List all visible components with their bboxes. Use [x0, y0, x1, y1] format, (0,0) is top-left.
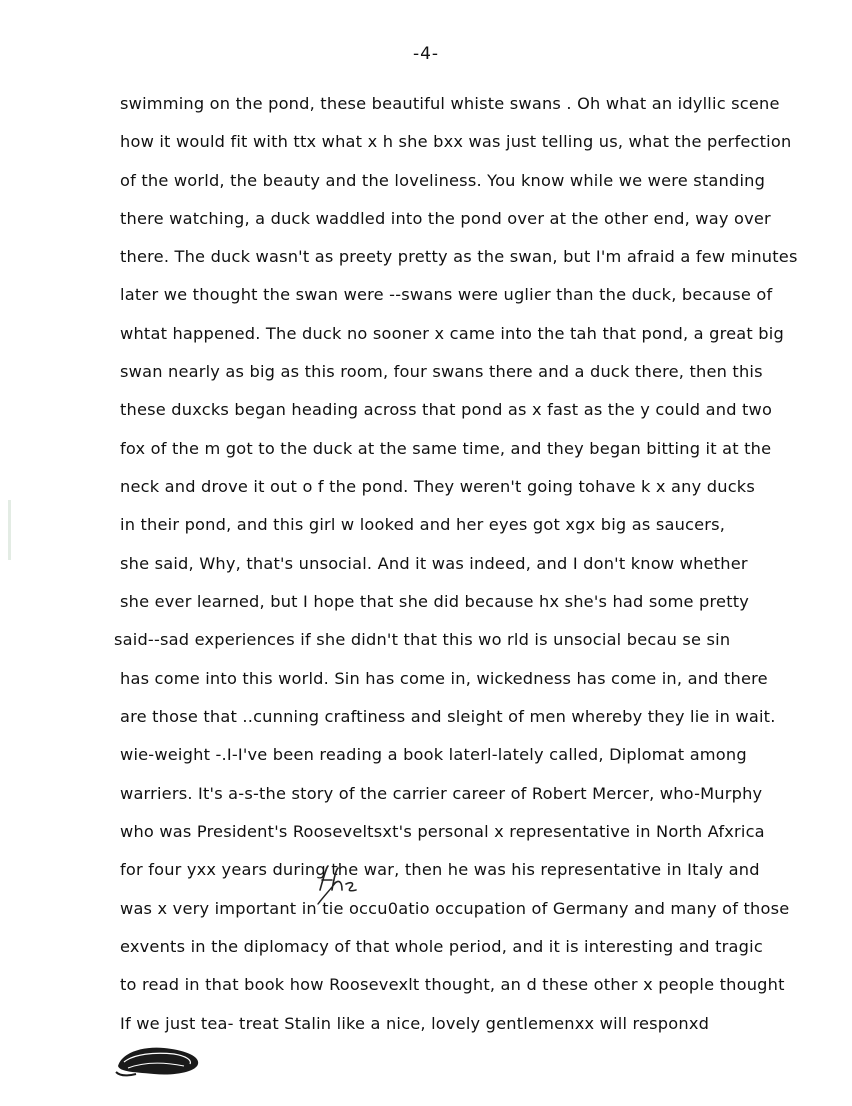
text-line: neck and drove it out o f the pond. They weren't going tohave k x any ducks	[120, 477, 756, 496]
text-line: was x very important in tie occu0atio occupation of Germany and many of those	[120, 899, 790, 918]
text-line: of the world, the beauty and the loveliness. You know while we were standing	[120, 171, 766, 190]
text-line: who was President's Rooseveltsxt's personal x representative in North Afxrica	[120, 822, 765, 841]
text-line: swan nearly as big as this room, four swans there and a duck there, then this	[120, 362, 763, 381]
text-line: has come into this world. Sin has come in, wickedness has come in, and there	[120, 669, 768, 688]
text-line: to read in that book how Roosevexlt thought, an d these other x people thought	[120, 975, 785, 994]
text-line: she said, Why, that's unsocial. And it was indeed, and I don't know whether	[120, 554, 748, 573]
text-line: swimming on the pond, these beautiful whiste swans . Oh what an idyllic scene	[120, 94, 780, 113]
text-line: there. The duck wasn't as preety pretty as the swan, but I'm afraid a few minutes	[120, 247, 798, 266]
page-number: -4-	[412, 44, 440, 64]
text-line: are those that ..cunning craftiness and sleight of men whereby they lie in wait.	[120, 707, 776, 726]
text-line: these duxcks began heading across that pond as x fast as the y could and two	[120, 400, 773, 419]
text-line: said--sad experiences if she didn't that this wo rld is unsocial becau se sin	[114, 630, 731, 649]
text-line: whtat happened. The duck no sooner x came into the tah that pond, a great big	[120, 324, 784, 343]
text-line: she ever learned, but I hope that she did because hx she's had some pretty	[120, 592, 750, 611]
text-line: there watching, a duck waddled into the pond over at the other end, way over	[120, 209, 771, 228]
ink-scribble	[114, 1042, 204, 1078]
text-line: warriers. It's a-s-the story of the carrier career of Robert Mercer, who-Murphy	[120, 784, 763, 803]
text-line: for four yxx years during the war, then he was his representative in Italy and	[120, 860, 760, 879]
text-line: If we just tea- treat Stalin like a nice, lovely gentlemenxx will responxd	[120, 1014, 710, 1033]
text-line: exvents in the diplomacy of that whole period, and it is interesting and tragic	[120, 937, 763, 956]
text-line: later we thought the swan were --swans were uglier than the duck, because of	[120, 285, 773, 304]
margin-mark	[8, 500, 11, 560]
text-line: in their pond, and this girl w looked and her eyes got xgx big as saucers,	[120, 515, 726, 534]
text-line: how it would fit with ttx what x h she bxx was just telling us, what the perfection	[120, 132, 792, 151]
text-line: fox of the m got to the duck at the same time, and they began bitting it at the	[120, 439, 772, 458]
handwritten-insertion-mark	[314, 860, 362, 906]
text-line: wie-weight -.I-I've been reading a book laterl-lately called, Diplomat among	[120, 745, 747, 764]
